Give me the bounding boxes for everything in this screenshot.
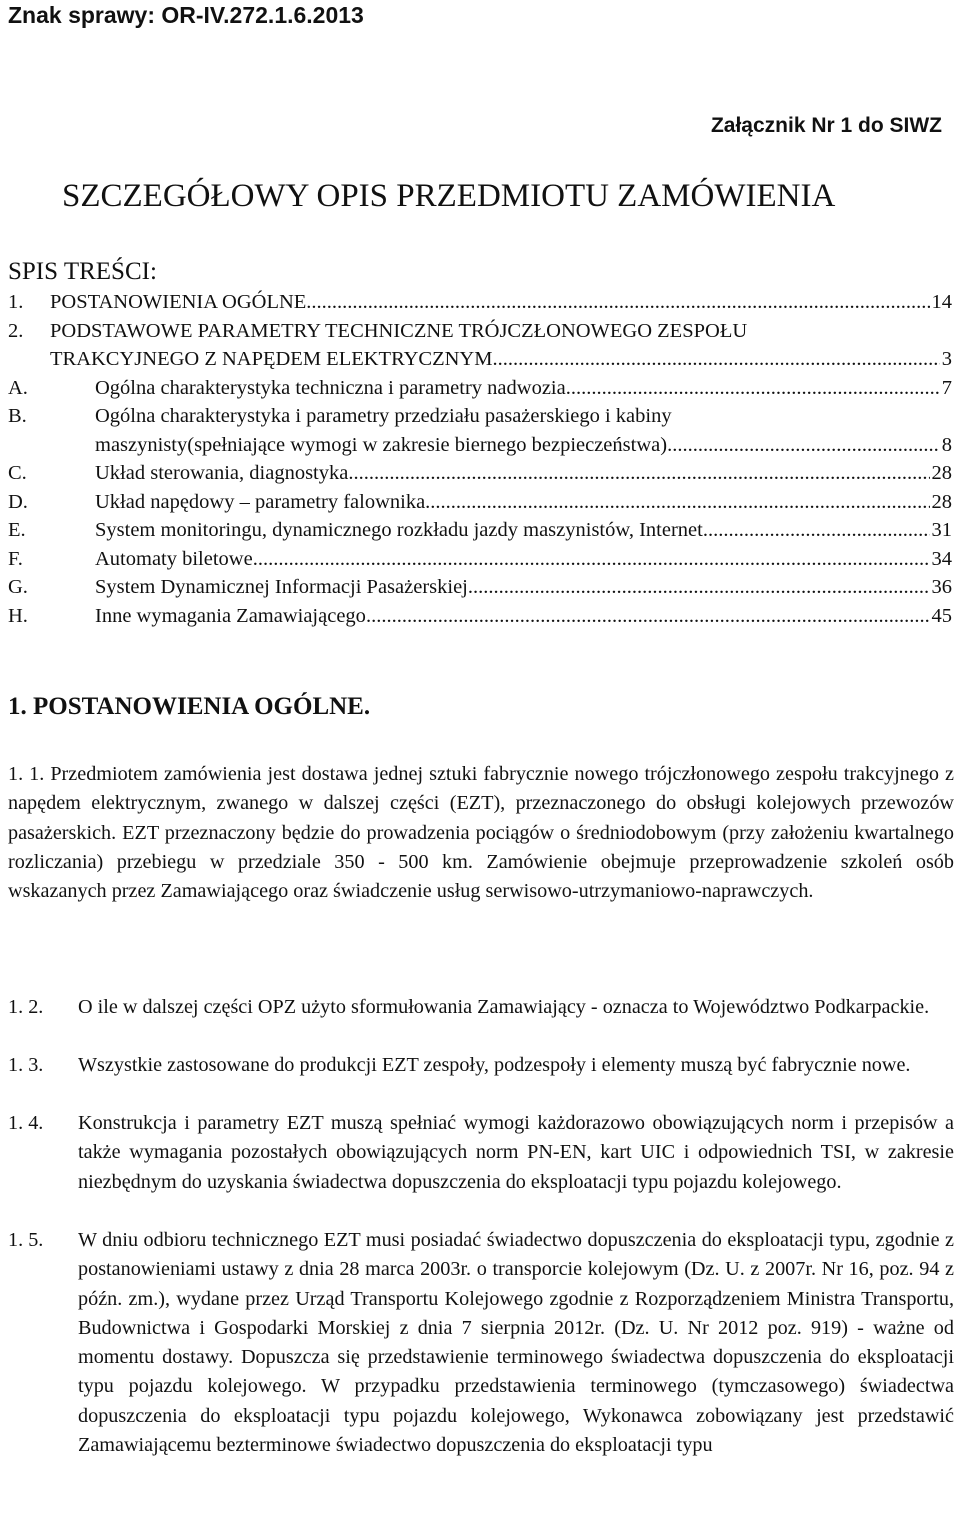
toc-entry[interactable] xyxy=(0,573,960,601)
toc-entry-number: 2. xyxy=(8,319,24,342)
toc-entry-number: F. xyxy=(8,547,23,570)
paragraph-text: O ile w dalszej części OPZ użyto sformułowania Zamawiający - oznacza to Województwo Podkarpackie. xyxy=(78,996,930,1018)
toc-entry-page: 36 xyxy=(931,576,952,598)
paragraph-number: 1. 4. xyxy=(8,1112,44,1134)
toc-entry-label: POSTANOWIENIA OGÓLNE. xyxy=(50,291,312,313)
toc-entry-label: Układ sterowania, diagnostyka xyxy=(95,462,349,484)
toc-entry[interactable] xyxy=(0,602,960,630)
paragraph-text: Wszystkie zastosowane do produkcji EZT zespoły, podzespoły i elementy muszą być fabrycznie nowe. xyxy=(78,1054,911,1076)
toc-entry-label: Ogólna charakterystyka techniczna i parametry nadwozia xyxy=(95,376,566,399)
paragraph-text: W dniu odbioru technicznego EZT musi posiadać świadectwo dopuszczenia do eksploatacji typu, zgodnie z postanowieniami ustawy z dnia 28 marca 2003r. o transporcie kolejowym (Dz. U. z 2007r. Nr 16, poz. 94 z późn. zm.), wydane przez Urząd Transportu Kolejowego zgodnie z Rozporządzeniem Ministra Transportu, Budownictwa i Gospodarki Morskiej z dnia 7 sierpnia 2012r. (Dz. U. Nr 2012 poz. 919) - ważne od momentu dostawy. Dopuszcza się przedstawienie terminowego świadectwa dopuszczenia do eksploatacji typu pojazdu kolejowego. W przypadku przedstawienia terminowego (tymczasowego) świadectwa dopuszczenia do eksploatacji typu pojazdu kolejowego, Wykonawca zobowiązany jest przedstawić Zamawiającemu bezterminowe świadectwo dopuszczenia do eksploatacji typu xyxy=(78,1229,954,1457)
toc-entry-label: TRAKCYJNEGO Z NAPĘDEM ELEKTRYCZNYM xyxy=(50,348,493,370)
toc-entry-page: 14 xyxy=(931,291,952,313)
toc-entry-label: PODSTAWOWE PARAMETRY TECHNICZNE TRÓJCZŁONOWEGO ZESPOŁU xyxy=(50,319,748,342)
toc-entry[interactable] xyxy=(0,459,960,487)
toc-entry[interactable] xyxy=(0,317,960,345)
toc-entry-label: Układ napędowy – parametry falownika xyxy=(95,490,426,513)
document-title: SZCZEGÓŁOWY OPIS PRZEDMIOTU ZAMÓWIENIA xyxy=(62,178,836,214)
toc-entry-number: A. xyxy=(8,376,28,399)
paragraph-1-1: 1. 1. Przedmiotem zamówienia jest dostawa jednej sztuki fabrycznie nowego trójczłonowego zespołu trakcyjnego z napędem elektrycznym, zwanego w dalszej części (EZT), przeznaczonego do obsługi kolejowych przewozów pasażerskich. EZT przeznaczony będzie do prowadzenia pociągów o średniodobowym (przy założeniu kwartalnego rozliczania) przebiegu w przedziale 350 - 500 km. Zamówienie obejmuje przeprowadzenie szkoleń osób wskazanych przez Zamawiającego oraz świadczenie usług serwisowo-utrzymaniowo-naprawczych. xyxy=(8,763,954,903)
case-reference: Znak sprawy: OR-IV.272.1.6.2013 xyxy=(8,2,364,28)
toc-entry-page: 28 xyxy=(931,462,952,484)
toc-entry-label: Automaty biletowe xyxy=(95,547,253,570)
toc-entry-number: H. xyxy=(8,604,28,627)
toc-entry-label: Ogólna charakterystyka i parametry przedziału pasażerskiego i kabiny xyxy=(95,405,672,427)
toc-entry[interactable] xyxy=(0,288,960,316)
toc-entry[interactable] xyxy=(0,374,960,402)
toc-entry-page: 7 xyxy=(941,376,952,399)
toc-entry-label: Inne wymagania Zamawiającego xyxy=(95,604,366,627)
paragraph-number: 1. 5. xyxy=(8,1229,44,1251)
toc-entry[interactable] xyxy=(0,545,960,573)
toc-entry-label: System Dynamicznej Informacji Pasażerskiej xyxy=(95,576,468,598)
toc-entry[interactable] xyxy=(0,345,960,373)
toc-entry-number: G. xyxy=(8,576,28,598)
toc-entry-page: 8 xyxy=(941,433,952,456)
paragraph-text: Konstrukcja i parametry EZT muszą spełniać wymogi każdorazowo obowiązujących norm i przepisów a także wymagania pozostałych obowiązujących norm PN-EN, kart UIC i odpowiednich TSI, w zakresie niezbędnym do uzyskania świadectwa dopuszczenia do eksploatacji typu pojazdu kolejowego. xyxy=(78,1112,954,1193)
toc-entry-number: 1. xyxy=(8,291,24,313)
toc-entry[interactable] xyxy=(0,402,960,430)
toc-entry-number: D. xyxy=(8,490,28,513)
section-heading: 1. POSTANOWIENIA OGÓLNE. xyxy=(8,693,371,720)
toc-entry-page: 31 xyxy=(931,519,952,541)
toc-entry[interactable] xyxy=(0,488,960,516)
toc-entry[interactable] xyxy=(0,516,960,544)
paragraph-number: 1. 3. xyxy=(8,1054,44,1076)
toc-title: SPIS TREŚCI: xyxy=(8,258,157,285)
toc-entry[interactable] xyxy=(0,431,960,459)
toc-entry-number: B. xyxy=(8,405,27,427)
toc-entry-number: E. xyxy=(8,519,26,541)
toc-entry-page: 45 xyxy=(931,604,952,627)
toc-entry-label: maszynisty(spełniające wymogi w zakresie biernego bezpieczeństwa) xyxy=(95,433,668,456)
toc-entry-label: System monitoringu, dynamicznego rozkładu jazdy maszynistów, Internet. xyxy=(95,519,708,541)
toc-entry-number: C. xyxy=(8,462,27,484)
toc-entry-page: 28 xyxy=(931,490,952,513)
toc-entry-page: 34 xyxy=(931,547,952,570)
paragraph-number: 1. 2. xyxy=(8,996,44,1018)
toc-entry-page: 3 xyxy=(941,348,952,370)
annex-label: Załącznik Nr 1 do SIWZ xyxy=(710,114,942,137)
